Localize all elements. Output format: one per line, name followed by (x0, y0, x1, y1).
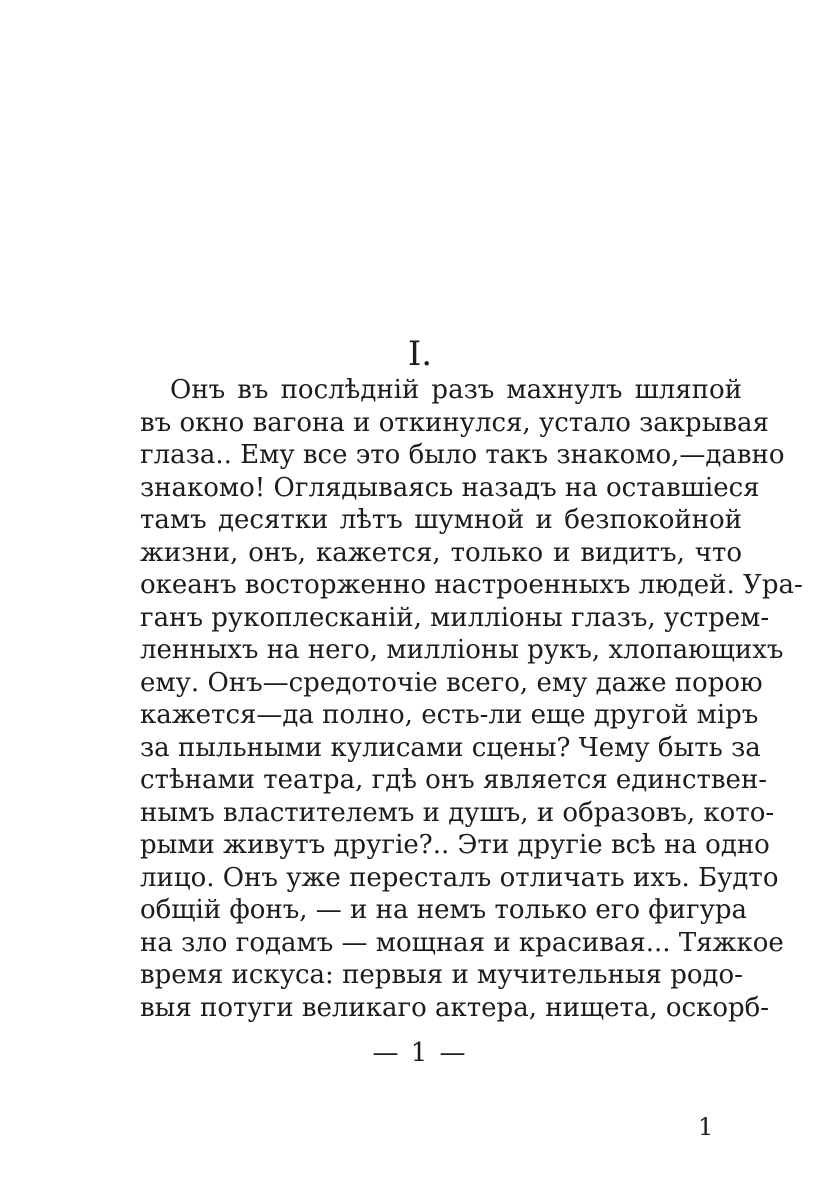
signature-mark: 1 (698, 1113, 714, 1141)
chapter-heading: I. (407, 334, 433, 374)
body-paragraph (140, 374, 803, 1024)
text-line: общій фонъ, — и на немъ только его фигура (140, 895, 748, 925)
text-line: кажется—да полно, есть-ли еще другой міръ (140, 700, 759, 730)
text-line: ему. Онъ—средоточіе всего, ему даже порою (140, 667, 763, 698)
text-line: рыми живутъ другіе?.. Эти другіе всѣ на одно (140, 830, 770, 860)
text-line: за пыльными кулисами сцены? Чему быть за (140, 732, 761, 763)
text-line: океанъ восторженно настроенныхъ людей. Ура- (140, 570, 803, 600)
text-line: время искуса: первыя и мучительныя родо- (140, 960, 743, 990)
text-line: тамъ десятки лѣтъ шумной и безпокойной (140, 505, 742, 535)
text-line: выя потуги великаго актера, нищета, оскорб- (140, 992, 770, 1023)
text-line: стѣнами театра, гдѣ онъ является единствен- (140, 765, 768, 795)
text-line: ганъ рукоплесканій, милліоны глазъ, устрем- (140, 602, 770, 633)
page-number: — 1 — (372, 1038, 468, 1068)
text-line: нымъ властителемъ и душъ, и образовъ, кото- (140, 797, 775, 828)
text-line: въ окно вагона и откинулся, устало закрывая (140, 407, 769, 438)
text-line: на зло годамъ — мощная и красивая... Тяжкое (140, 927, 784, 958)
text-line: лицо. Онъ уже пересталъ отличать ихъ. Будто (140, 862, 779, 893)
text-line: глаза.. Ему все это было такъ знакомо,—давно (140, 440, 785, 470)
text-line: Онъ въ послѣдній разъ махнулъ шляпой (170, 375, 742, 405)
text-line: знакомо! Оглядываясь назадъ на оставшіеся (140, 472, 760, 503)
text-line: ленныхъ на него, милліоны рукъ, хлопающихъ (140, 635, 784, 665)
text-line: жизни, онъ, кажется, только и видитъ, что (140, 537, 742, 568)
